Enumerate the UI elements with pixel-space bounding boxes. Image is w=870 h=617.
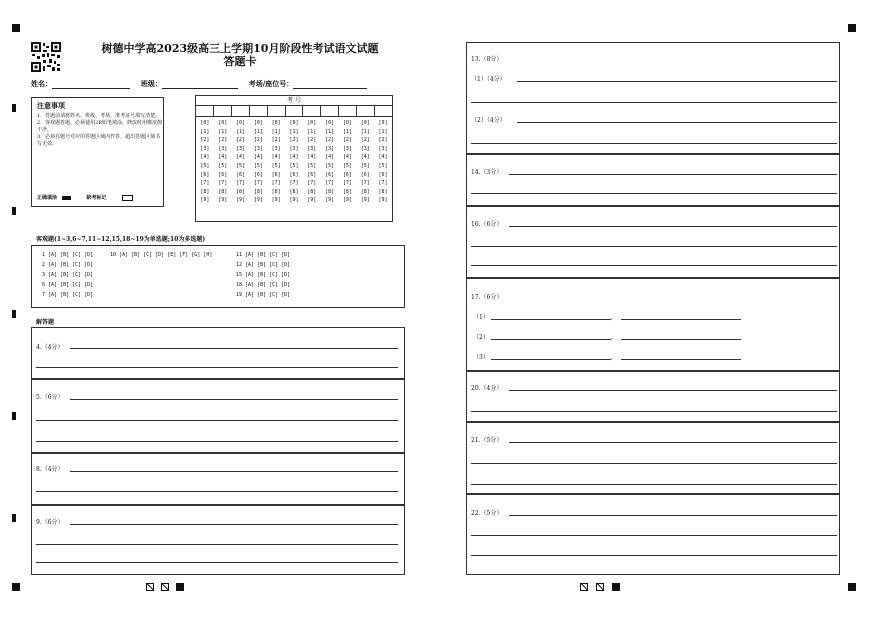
- question-label: 5.（6分）: [36, 394, 64, 401]
- correct-fill-label: 正确填涂: [37, 195, 58, 201]
- digit-bubble[interactable]: [9]: [289, 197, 299, 204]
- digit-bubble[interactable]: [8]: [218, 188, 228, 195]
- digit-bubble[interactable]: [2]: [360, 137, 370, 144]
- question-label: 16.（6分）: [471, 221, 503, 228]
- seat-label: 考场/座位号：: [248, 79, 294, 88]
- digit-bubble[interactable]: [7]: [218, 180, 228, 187]
- note-item: 3．必须在题号对应的答题区域内作答，超出答题区域书写无效。: [37, 134, 161, 147]
- digit-bubble[interactable]: [6]: [325, 171, 335, 178]
- digit-bubble[interactable]: [6]: [218, 171, 228, 178]
- question-label: 20.（4分）: [471, 385, 503, 392]
- answer-line[interactable]: [621, 359, 741, 360]
- timing-mark: [12, 207, 16, 215]
- mc-row[interactable]: 1 [A] [B] [C] [D]: [42, 252, 94, 258]
- answer-line[interactable]: [70, 348, 398, 349]
- comma: ，: [611, 334, 618, 341]
- page-mark: [580, 583, 588, 591]
- digit-bubble[interactable]: [8]: [307, 188, 317, 195]
- corner-mark: [848, 583, 856, 591]
- digit-bubble[interactable]: [9]: [253, 197, 263, 204]
- answer-line[interactable]: [471, 193, 837, 194]
- question-label: 13.（8分）: [471, 56, 503, 63]
- sub-question-label: （2）: [473, 334, 489, 341]
- digit-bubble[interactable]: [3]: [360, 145, 370, 152]
- digit-bubble[interactable]: [8]: [378, 188, 388, 195]
- digit-bubble[interactable]: [0]: [378, 120, 388, 126]
- digit-bubble[interactable]: [9]: [200, 197, 210, 204]
- bubble-row: [196, 171, 392, 180]
- answer-line[interactable]: [36, 367, 398, 368]
- answer-line[interactable]: [471, 484, 837, 485]
- digit-bubble[interactable]: [6]: [289, 171, 299, 178]
- exam-title: 树德中学高2023级高三上学期10月阶段性考试语文试题: [101, 42, 379, 55]
- bubble-row: [196, 179, 392, 188]
- page-mark: [612, 583, 620, 591]
- question-label: 4.（4分）: [36, 344, 64, 351]
- corner-mark: [12, 583, 20, 591]
- digit-bubble[interactable]: [0]: [200, 120, 210, 126]
- answer-line[interactable]: [491, 319, 611, 320]
- digit-bubble[interactable]: [2]: [218, 137, 228, 144]
- answer-line[interactable]: [509, 442, 837, 443]
- mc-row[interactable]: 11 [A] [B] [C] [D]: [236, 252, 291, 258]
- answer-line[interactable]: [509, 174, 837, 175]
- digit-bubble[interactable]: [1]: [289, 128, 299, 135]
- digit-bubble[interactable]: [1]: [200, 128, 210, 135]
- digit-bubble[interactable]: [4]: [360, 154, 370, 161]
- question-label: 21.（5分）: [471, 437, 503, 444]
- timing-mark: [12, 514, 16, 522]
- seat-field[interactable]: [293, 81, 367, 89]
- question-box-17: [466, 278, 840, 371]
- digit-bubble[interactable]: [2]: [200, 137, 210, 144]
- timing-mark: [12, 412, 16, 420]
- digit-bubble[interactable]: [5]: [218, 162, 228, 169]
- digit-bubble[interactable]: [1]: [360, 128, 370, 135]
- class-label: 班级：: [140, 79, 162, 88]
- digit-bubble[interactable]: [6]: [378, 171, 388, 178]
- comma: ，: [611, 354, 618, 361]
- digit-bubble[interactable]: [2]: [342, 137, 352, 144]
- correct-fill-sample: [62, 196, 71, 200]
- digit-bubble[interactable]: [9]: [236, 197, 246, 204]
- question-box-22: [466, 494, 840, 575]
- digit-bubble[interactable]: [4]: [271, 154, 281, 161]
- page-mark: [596, 583, 604, 591]
- mc-row[interactable]: 15 [A] [B] [C] [D]: [236, 272, 291, 278]
- student-info-row: [31, 79, 367, 89]
- digit-bubble[interactable]: [6]: [342, 171, 352, 178]
- answer-line[interactable]: [36, 420, 398, 421]
- digit-bubble[interactable]: [2]: [325, 137, 335, 144]
- bubble-row: [196, 188, 392, 197]
- mc-row[interactable]: 3 [A] [B] [C] [D]: [42, 272, 94, 278]
- answer-line[interactable]: [471, 246, 837, 247]
- question-box-16: [466, 206, 840, 278]
- answer-line[interactable]: [471, 411, 837, 412]
- digit-bubble[interactable]: [5]: [289, 162, 299, 169]
- answer-line[interactable]: [471, 555, 837, 556]
- answer-line[interactable]: [70, 524, 398, 525]
- digit-bubble[interactable]: [3]: [271, 145, 281, 152]
- name-field[interactable]: [52, 81, 130, 89]
- digit-bubble[interactable]: [3]: [307, 145, 317, 152]
- digit-bubble[interactable]: [8]: [289, 188, 299, 195]
- answer-line[interactable]: [36, 441, 398, 442]
- answer-line[interactable]: [491, 339, 611, 340]
- answer-line[interactable]: [471, 535, 837, 536]
- digit-bubble[interactable]: [1]: [378, 128, 388, 135]
- digit-bubble[interactable]: [4]: [218, 154, 228, 161]
- question-box-21: [466, 422, 840, 494]
- digit-bubble[interactable]: [7]: [253, 180, 263, 187]
- mc-row[interactable]: 12 [A] [B] [C] [D]: [236, 262, 291, 268]
- qr-code-icon: [31, 42, 61, 72]
- digit-bubble[interactable]: [6]: [360, 171, 370, 178]
- notes-title: 注意事项: [37, 101, 65, 110]
- question-label: 14.（3分）: [471, 169, 503, 176]
- digit-bubble[interactable]: [7]: [271, 180, 281, 187]
- question-box-4: [31, 327, 405, 379]
- note-item: 2．客观题答题，必须使用2B铅笔填涂，修改时用橡皮擦干净。: [37, 120, 163, 133]
- digit-bubble[interactable]: [9]: [360, 197, 370, 204]
- digit-bubble[interactable]: [5]: [360, 162, 370, 169]
- digit-bubble[interactable]: [7]: [342, 180, 352, 187]
- mc-row[interactable]: 10 [A] [B] [C] [D] [E] [F] [G] [H]: [110, 252, 213, 258]
- digit-bubble[interactable]: [9]: [307, 197, 317, 204]
- bubble-row: [196, 153, 392, 162]
- digit-bubble[interactable]: [0]: [360, 120, 370, 126]
- digit-bubble[interactable]: [7]: [360, 180, 370, 187]
- digit-bubble[interactable]: [9]: [271, 197, 281, 204]
- digit-bubble[interactable]: [1]: [218, 128, 228, 135]
- digit-bubble[interactable]: [8]: [236, 188, 246, 195]
- digit-bubble[interactable]: [8]: [200, 188, 210, 195]
- missing-mark-label: 缺考标记: [86, 195, 107, 201]
- mc-row[interactable]: 18 [A] [B] [C] [D]: [236, 282, 291, 288]
- digit-bubble[interactable]: [8]: [253, 188, 263, 195]
- sub-question-label: （3）: [473, 354, 489, 361]
- digit-bubble[interactable]: [4]: [253, 154, 263, 161]
- bubble-row: [196, 162, 392, 171]
- bubble-row: [196, 128, 392, 137]
- digit-bubble[interactable]: [5]: [325, 162, 335, 169]
- answer-line[interactable]: [471, 102, 837, 103]
- digit-bubble[interactable]: [5]: [236, 162, 246, 169]
- digit-bubble[interactable]: [4]: [342, 154, 352, 161]
- question-box-8: [31, 453, 405, 505]
- digit-bubble[interactable]: [2]: [307, 137, 317, 144]
- digit-bubble[interactable]: [3]: [200, 145, 210, 152]
- name-label: 姓名：: [31, 79, 52, 88]
- bubble-row: [196, 196, 392, 205]
- objective-section-label: 客观题(1~3,6~7,11~12,15,18~19为单选题;10为多选题): [36, 236, 206, 243]
- page-title: [60, 42, 420, 68]
- digit-bubble[interactable]: [5]: [307, 162, 317, 169]
- digit-bubble[interactable]: [6]: [200, 171, 210, 178]
- fill-legend: [37, 194, 133, 201]
- corner-mark: [848, 24, 856, 32]
- notes-box: [31, 97, 164, 207]
- sub-question-label: （1）: [473, 314, 489, 321]
- digit-bubble[interactable]: [0]: [307, 120, 317, 126]
- question-box-5: [31, 379, 405, 453]
- objective-answer-box: [31, 245, 405, 308]
- answer-line[interactable]: [36, 544, 398, 545]
- question-label: 17.（6分）: [471, 294, 503, 301]
- corner-mark: [12, 24, 20, 32]
- answer-line[interactable]: [509, 515, 837, 516]
- digit-bubble[interactable]: [1]: [253, 128, 263, 135]
- answer-line[interactable]: [70, 471, 398, 472]
- digit-bubble[interactable]: [2]: [271, 137, 281, 144]
- comma: ，: [611, 314, 618, 321]
- digit-bubble[interactable]: [7]: [289, 180, 299, 187]
- digit-bubble[interactable]: [0]: [253, 120, 263, 126]
- question-box-20: [466, 371, 840, 422]
- digit-bubble[interactable]: [2]: [378, 137, 388, 144]
- answer-line[interactable]: [471, 143, 837, 144]
- digit-bubble[interactable]: [4]: [236, 154, 246, 161]
- digit-bubble[interactable]: [4]: [289, 154, 299, 161]
- bubble-row: [196, 119, 392, 128]
- question-label: 8.（4分）: [36, 466, 64, 473]
- digit-bubble[interactable]: [7]: [236, 180, 246, 187]
- answer-line[interactable]: [70, 399, 398, 400]
- digit-bubble[interactable]: [5]: [253, 162, 263, 169]
- sub-question-label: （1）（4分）: [471, 76, 506, 83]
- page-mark: [161, 583, 169, 591]
- digit-bubble[interactable]: [4]: [325, 154, 335, 161]
- digit-bubble[interactable]: [9]: [342, 197, 352, 204]
- digit-bubble[interactable]: [3]: [236, 145, 246, 152]
- question-label: 22.（5分）: [471, 510, 503, 517]
- digit-bubble[interactable]: [9]: [218, 197, 228, 204]
- digit-bubble[interactable]: [1]: [342, 128, 352, 135]
- answer-line[interactable]: [471, 463, 837, 464]
- class-field[interactable]: [162, 81, 238, 89]
- answer-line[interactable]: [36, 491, 398, 492]
- digit-bubble[interactable]: [6]: [271, 171, 281, 178]
- bubble-row: [196, 136, 392, 145]
- digit-bubble[interactable]: [6]: [307, 171, 317, 178]
- exam-number-grid: [195, 95, 393, 222]
- digit-bubble[interactable]: [5]: [200, 162, 210, 169]
- digit-bubble[interactable]: [4]: [378, 154, 388, 161]
- digit-bubble[interactable]: [1]: [236, 128, 246, 135]
- mc-row[interactable]: 7 [A] [B] [C] [D]: [42, 292, 94, 298]
- timing-mark: [12, 310, 16, 318]
- question-box-13: [466, 42, 840, 154]
- exam-number-bubbles[interactable]: [196, 117, 392, 205]
- digit-bubble[interactable]: [4]: [307, 154, 317, 161]
- question-box-14: [466, 154, 840, 206]
- mc-row[interactable]: 2 [A] [B] [C] [D]: [42, 262, 94, 268]
- page-mark: [146, 583, 154, 591]
- mc-row[interactable]: 19 [A] [B] [C] [D]: [236, 292, 291, 298]
- digit-bubble[interactable]: [5]: [271, 162, 281, 169]
- digit-bubble[interactable]: [1]: [325, 128, 335, 135]
- missing-mark-checkbox[interactable]: [122, 195, 133, 201]
- exam-number-write-cells[interactable]: [196, 106, 392, 117]
- answer-line[interactable]: [517, 81, 837, 82]
- answer-line[interactable]: [491, 359, 611, 360]
- digit-bubble[interactable]: [7]: [307, 180, 317, 187]
- digit-bubble[interactable]: [7]: [325, 180, 335, 187]
- digit-bubble[interactable]: [3]: [253, 145, 263, 152]
- digit-bubble[interactable]: [0]: [218, 120, 228, 126]
- answer-line[interactable]: [509, 390, 837, 391]
- digit-bubble[interactable]: [8]: [271, 188, 281, 195]
- sub-question-label: （2）（4分）: [471, 117, 506, 124]
- digit-bubble[interactable]: [1]: [307, 128, 317, 135]
- digit-bubble[interactable]: [0]: [325, 120, 335, 126]
- mc-row[interactable]: 6 [A] [B] [C] [D]: [42, 282, 94, 288]
- digit-bubble[interactable]: [3]: [325, 145, 335, 152]
- digit-bubble[interactable]: [8]: [342, 188, 352, 195]
- digit-bubble[interactable]: [3]: [289, 145, 299, 152]
- question-box-9: [31, 505, 405, 575]
- timing-mark: [12, 104, 16, 112]
- digit-bubble[interactable]: [8]: [360, 188, 370, 195]
- digit-bubble[interactable]: [6]: [253, 171, 263, 178]
- digit-bubble[interactable]: [8]: [325, 188, 335, 195]
- digit-bubble[interactable]: [3]: [378, 145, 388, 152]
- digit-bubble[interactable]: [9]: [325, 197, 335, 204]
- bubble-row: [196, 145, 392, 154]
- answer-line[interactable]: [509, 226, 837, 227]
- digit-bubble[interactable]: [7]: [200, 180, 210, 187]
- digit-bubble[interactable]: [6]: [236, 171, 246, 178]
- page-mark: [176, 583, 184, 591]
- digit-bubble[interactable]: [2]: [236, 137, 246, 144]
- digit-bubble[interactable]: [3]: [342, 145, 352, 152]
- digit-bubble[interactable]: [0]: [342, 120, 352, 126]
- digit-bubble[interactable]: [3]: [218, 145, 228, 152]
- answer-line[interactable]: [471, 265, 837, 266]
- answer-line[interactable]: [621, 319, 741, 320]
- answer-line[interactable]: [517, 122, 837, 123]
- answer-line[interactable]: [36, 562, 398, 563]
- digit-bubble[interactable]: [0]: [271, 120, 281, 126]
- digit-bubble[interactable]: [2]: [253, 137, 263, 144]
- digit-bubble[interactable]: [5]: [342, 162, 352, 169]
- digit-bubble[interactable]: [1]: [271, 128, 281, 135]
- answer-sheet-title: 答题卡: [223, 55, 257, 68]
- answer-line[interactable]: [621, 339, 741, 340]
- digit-bubble[interactable]: [7]: [378, 180, 388, 187]
- digit-bubble[interactable]: [5]: [378, 162, 388, 169]
- digit-bubble[interactable]: [0]: [289, 120, 299, 126]
- answer-section-label: 解答题: [36, 319, 55, 326]
- digit-bubble[interactable]: [2]: [289, 137, 299, 144]
- digit-bubble[interactable]: [0]: [236, 120, 246, 126]
- question-label: 9.（6分）: [36, 519, 64, 526]
- digit-bubble[interactable]: [9]: [378, 197, 388, 204]
- note-item: 1．答题前请将姓名、班级、考场、准考证号填写清楚。: [37, 113, 161, 119]
- exam-number-header: 考 号: [196, 96, 392, 106]
- digit-bubble[interactable]: [4]: [200, 154, 210, 161]
